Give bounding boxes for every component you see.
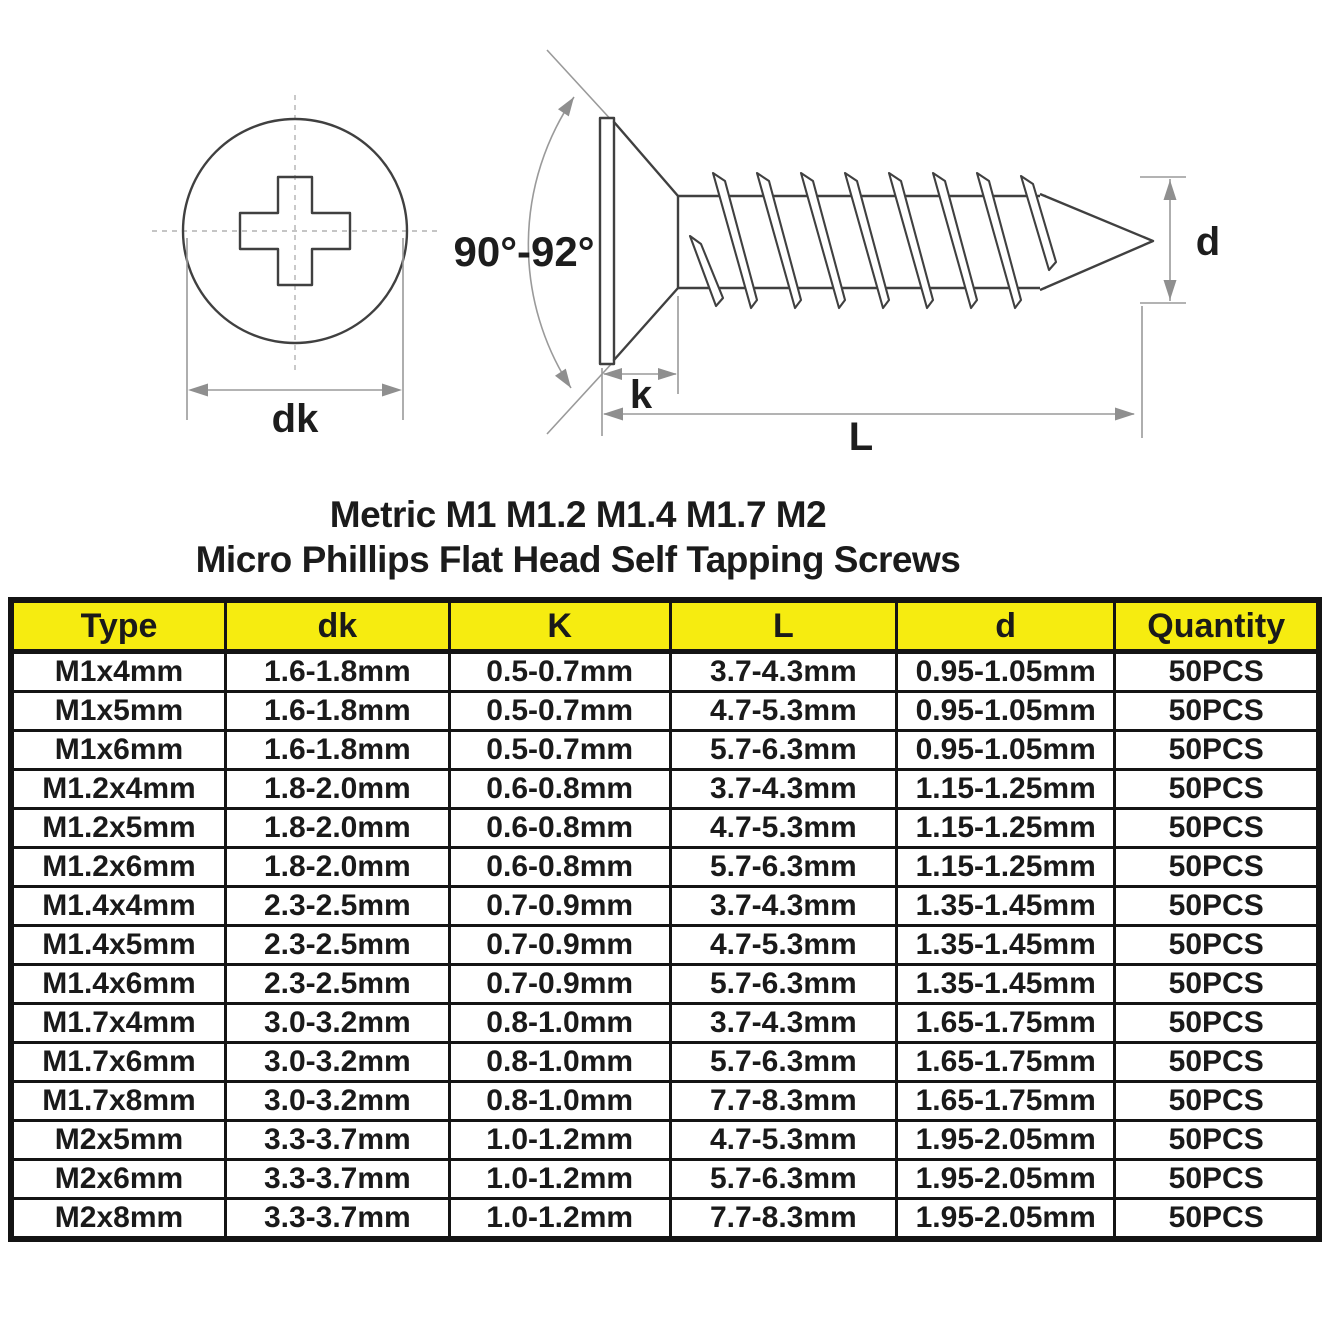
table-cell: 3.3-3.7mm [226,1199,450,1240]
table-cell: 50PCS [1115,1121,1319,1160]
table-row [11,1043,1319,1082]
table-cell: 0.5-0.7mm [449,731,670,770]
table-cell: 3.0-3.2mm [226,1082,450,1121]
table-cell: 1.95-2.05mm [896,1199,1114,1240]
table-cell: 50PCS [1115,1043,1319,1082]
table-cell: 50PCS [1115,692,1319,731]
table-row [11,809,1319,848]
table-cell: 1.95-2.05mm [896,1121,1114,1160]
table-row [11,965,1319,1004]
table-cell: 1.8-2.0mm [226,770,450,809]
table-cell: 0.8-1.0mm [449,1043,670,1082]
table-row [11,731,1319,770]
table-cell: 50PCS [1115,1160,1319,1199]
table-cell: 50PCS [1115,1199,1319,1240]
table-cell: 1.15-1.25mm [896,809,1114,848]
table-cell: M1.4x6mm [11,965,226,1004]
front-view-head [152,95,442,441]
table-cell: 2.3-2.5mm [226,965,450,1004]
table-row [11,692,1319,731]
table-cell: 1.65-1.75mm [896,1004,1114,1043]
table-cell: 50PCS [1115,652,1319,692]
table-cell: 5.7-6.3mm [670,848,896,887]
table-cell: 5.7-6.3mm [670,1160,896,1199]
table-cell: 0.7-0.9mm [449,926,670,965]
table-cell: 4.7-5.3mm [670,926,896,965]
table-cell: 1.6-1.8mm [226,652,450,692]
table-cell: 50PCS [1115,926,1319,965]
table-cell: 5.7-6.3mm [670,731,896,770]
table-cell: 1.15-1.25mm [896,770,1114,809]
table-cell: 50PCS [1115,848,1319,887]
spec-table-body [11,652,1319,1240]
k-dimension-label: k [629,373,653,417]
spec-table-header-row [11,600,1319,652]
L-dimension [603,306,1142,459]
table-cell: 3.7-4.3mm [670,770,896,809]
table-row [11,848,1319,887]
table-cell: 0.6-0.8mm [449,809,670,848]
col-header-quantity: Quantity [1115,600,1319,652]
table-cell: 0.6-0.8mm [449,848,670,887]
table-row [11,887,1319,926]
table-cell: 7.7-8.3mm [670,1082,896,1121]
table-cell: 4.7-5.3mm [670,1121,896,1160]
table-cell: 1.65-1.75mm [896,1082,1114,1121]
table-cell: 0.95-1.05mm [896,652,1114,692]
table-cell: 5.7-6.3mm [670,1043,896,1082]
head-angle-label: 90°-92° [453,228,595,275]
table-cell: 1.95-2.05mm [896,1160,1114,1199]
table-cell: 1.8-2.0mm [226,848,450,887]
table-cell: M1.7x6mm [11,1043,226,1082]
table-cell: 1.6-1.8mm [226,692,450,731]
table-cell: 0.5-0.7mm [449,692,670,731]
table-row [11,1004,1319,1043]
table-cell: M1.2x4mm [11,770,226,809]
table-cell: 1.0-1.2mm [449,1160,670,1199]
table-row [11,770,1319,809]
table-row [11,652,1319,692]
table-cell: 1.15-1.25mm [896,848,1114,887]
table-cell: M1.4x5mm [11,926,226,965]
head-face [600,118,614,364]
col-header-k: K [449,600,670,652]
table-cell: M1.7x4mm [11,1004,226,1043]
table-cell: 50PCS [1115,1082,1319,1121]
table-cell: 1.35-1.45mm [896,926,1114,965]
head-angle-dimension [453,50,614,434]
table-cell: 50PCS [1115,770,1319,809]
table-cell: 1.8-2.0mm [226,809,450,848]
table-cell: 0.95-1.05mm [896,692,1114,731]
col-header-l: L [670,600,896,652]
table-cell: 2.3-2.5mm [226,926,450,965]
table-cell: 0.6-0.8mm [449,770,670,809]
table-cell: 0.8-1.0mm [449,1082,670,1121]
page-title-line-1: Metric M1 M1.2 M1.4 M1.7 M2 [329,494,827,535]
table-cell: M2x8mm [11,1199,226,1240]
table-cell: 7.7-8.3mm [670,1199,896,1240]
col-header-type: Type [11,600,226,652]
table-cell: 3.0-3.2mm [226,1004,450,1043]
table-row [11,1082,1319,1121]
table-cell: 5.7-6.3mm [670,965,896,1004]
table-cell: 1.0-1.2mm [449,1199,670,1240]
side-view-screw [453,50,1220,459]
table-cell: 2.3-2.5mm [226,887,450,926]
table-cell: 1.65-1.75mm [896,1043,1114,1082]
table-cell: 4.7-5.3mm [670,809,896,848]
table-cell: 3.3-3.7mm [226,1160,450,1199]
col-header-d: d [896,600,1114,652]
table-row [11,1121,1319,1160]
L-dimension-label: L [848,415,874,459]
table-cell: M1x4mm [11,652,226,692]
dk-dimension-label: dk [271,397,319,441]
title-block [0,492,1156,582]
table-cell: M1x6mm [11,731,226,770]
table-cell: 3.7-4.3mm [670,887,896,926]
table-cell: 0.7-0.9mm [449,887,670,926]
table-cell: M1.2x6mm [11,848,226,887]
table-cell: M1x5mm [11,692,226,731]
page-title-line-2: Micro Phillips Flat Head Self Tapping Screws [195,539,961,580]
table-cell: 0.5-0.7mm [449,652,670,692]
table-cell: 1.35-1.45mm [896,887,1114,926]
table-cell: 0.7-0.9mm [449,965,670,1004]
table-row [11,926,1319,965]
table-cell: 50PCS [1115,887,1319,926]
screw-technical-drawing [0,0,1331,470]
table-cell: M2x6mm [11,1160,226,1199]
screw-tip [1040,194,1153,290]
col-header-dk: dk [226,600,450,652]
table-cell: 3.7-4.3mm [670,652,896,692]
table-cell: 3.3-3.7mm [226,1121,450,1160]
spec-table [8,597,1322,1242]
table-cell: 1.35-1.45mm [896,965,1114,1004]
screw-head-profile [600,118,678,364]
table-cell: 0.8-1.0mm [449,1004,670,1043]
table-cell: M1.7x8mm [11,1082,226,1121]
table-cell: 50PCS [1115,809,1319,848]
table-cell: 1.0-1.2mm [449,1121,670,1160]
table-cell: 4.7-5.3mm [670,692,896,731]
table-cell: 3.7-4.3mm [670,1004,896,1043]
table-cell: 0.95-1.05mm [896,731,1114,770]
d-dimension-label: d [1195,220,1221,264]
table-cell: M1.2x5mm [11,809,226,848]
table-cell: 50PCS [1115,731,1319,770]
table-cell: M2x5mm [11,1121,226,1160]
table-cell: 3.0-3.2mm [226,1043,450,1082]
table-cell: M1.4x4mm [11,887,226,926]
table-row [11,1160,1319,1199]
table-cell: 1.6-1.8mm [226,731,450,770]
table-row [11,1199,1319,1240]
table-cell: 50PCS [1115,1004,1319,1043]
table-cell: 50PCS [1115,965,1319,1004]
